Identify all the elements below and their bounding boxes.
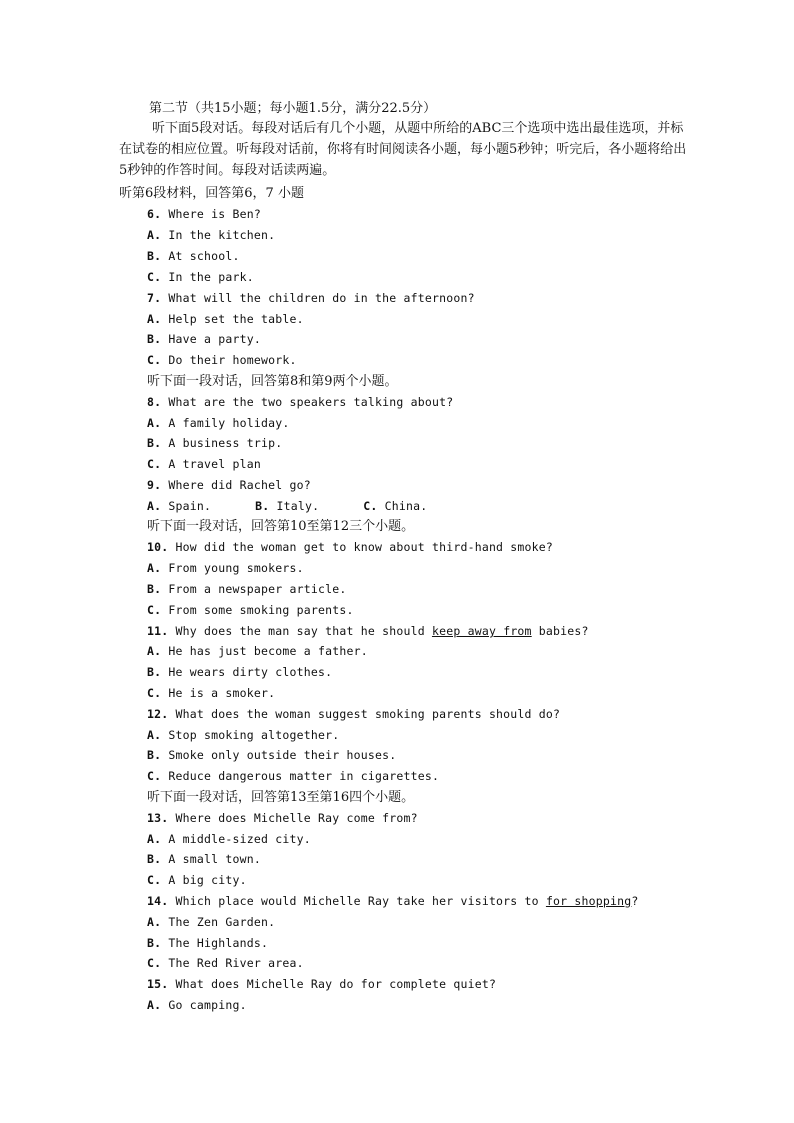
- option: C. Do their homework.: [147, 353, 297, 367]
- question: 6. Where is Ben?: [147, 207, 261, 221]
- option: A. Help set the table.: [147, 312, 304, 326]
- option: A. Go camping.: [147, 998, 247, 1012]
- option: A. Spain.: [147, 499, 212, 513]
- question-number: 12.: [147, 707, 169, 721]
- option: C. A big city.: [147, 873, 247, 887]
- question: 8. What are the two speakers talking about?: [147, 395, 454, 409]
- segment-intro: 听下面一段对话，回答第13至第16四个小题。: [147, 790, 415, 805]
- question-number: 13.: [147, 811, 169, 825]
- question: 10. How did the woman get to know about third-hand smoke?: [147, 540, 554, 554]
- option: A. He has just become a father.: [147, 644, 368, 658]
- option: B. Italy.: [255, 499, 320, 513]
- segment-intro: 听第6段材料，回答第6，7 小题: [119, 186, 304, 201]
- option: A. The Zen Garden.: [147, 915, 276, 929]
- option: A. Stop smoking altogether.: [147, 728, 340, 742]
- option: A. In the kitchen.: [147, 228, 276, 242]
- question-number: 14.: [147, 894, 169, 908]
- question: 12. What does the woman suggest smoking parents should do?: [147, 707, 561, 721]
- section-title: 第二节（共15小题；每小题1.5分，满分22.5分）: [149, 101, 437, 116]
- question-number: 10.: [147, 540, 169, 554]
- option: A. A family holiday.: [147, 416, 290, 430]
- option: A. A middle-sized city.: [147, 832, 311, 846]
- question-number: 15.: [147, 977, 169, 991]
- option: B. The Highlands.: [147, 936, 269, 950]
- question: 11. Why does the man say that he should keep away from babies?: [147, 624, 589, 638]
- section-instructions: 听下面5段对话。每段对话后有几个小题，从题中所给的ABC三个选项中选出最佳选项，并标在试卷的相应位置。听每段对话前，你将有时间阅读各小题，每小题5秒钟；听完后，各小题将给出5秒钟的作答时间。每段对话读两遍。: [119, 121, 687, 178]
- question: 9. Where did Rachel go?: [147, 478, 311, 492]
- option: B. A business trip.: [147, 436, 283, 450]
- question: 7. What will the children do in the afternoon?: [147, 291, 475, 305]
- option: C. The Red River area.: [147, 956, 304, 970]
- option: C. In the park.: [147, 270, 254, 284]
- option: B. Smoke only outside their houses.: [147, 748, 397, 762]
- question: 13. Where does Michelle Ray come from?: [147, 811, 418, 825]
- question-number: 8.: [147, 395, 162, 409]
- option: B. A small town.: [147, 852, 261, 866]
- option: C. Reduce dangerous matter in cigarettes.: [147, 769, 440, 783]
- option: C. China.: [363, 499, 428, 513]
- option: B. He wears dirty clothes.: [147, 665, 333, 679]
- segment-intro: 听下面一段对话，回答第8和第9两个小题。: [147, 374, 398, 389]
- underlined-phrase: for shopping: [545, 894, 632, 908]
- option: C. From some smoking parents.: [147, 603, 354, 617]
- question-number: 9.: [147, 478, 162, 492]
- question: 15. What does Michelle Ray do for complete quiet?: [147, 977, 497, 991]
- question-number: 7.: [147, 291, 162, 305]
- option: B. Have a party.: [147, 332, 261, 346]
- question-number: 11.: [147, 624, 169, 638]
- question: 14. Which place would Michelle Ray take her visitors to for shopping?: [147, 894, 639, 908]
- option: B. At school.: [147, 249, 240, 263]
- segment-intro: 听下面一段对话，回答第10至第12三个小题。: [147, 519, 415, 534]
- underlined-phrase: keep away from: [431, 624, 532, 638]
- option: C. He is a smoker.: [147, 686, 276, 700]
- option: B. From a newspaper article.: [147, 582, 347, 596]
- option: C. A travel plan: [147, 457, 261, 471]
- question-number: 6.: [147, 207, 162, 221]
- option-row: [147, 499, 427, 513]
- option: A. From young smokers.: [147, 561, 304, 575]
